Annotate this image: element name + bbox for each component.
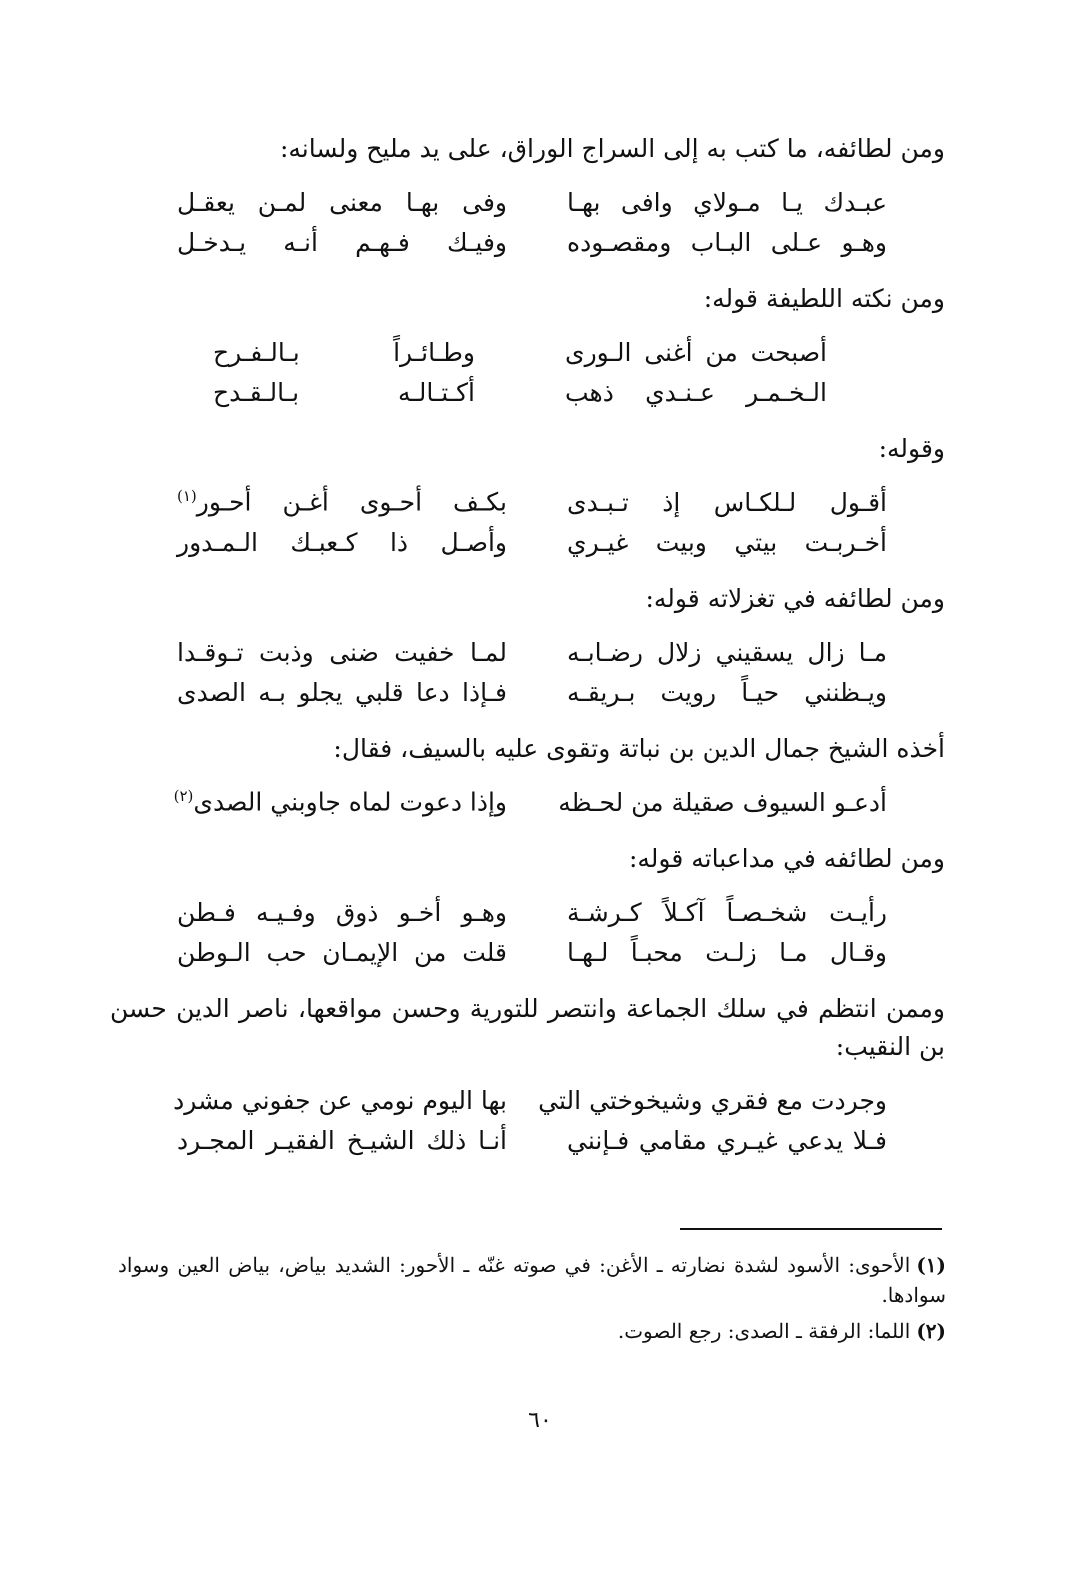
- intro-paragraph-4: ومن لطائفه في تغزلاته قوله:: [645, 584, 945, 613]
- first-hemistich: وجردت مع فقري وشيخوختي التي: [538, 1085, 887, 1115]
- first-hemistich: أقـول لـلكـاس إذ تـبـدى: [567, 487, 887, 517]
- footnote-marker-2: (٢): [173, 787, 194, 806]
- second-hemistich: وفى بهـا معنى لمـن يعقـل: [177, 187, 507, 217]
- poem-7: [110, 1080, 945, 1160]
- intro-paragraph-5: أخذه الشيخ جمال الدين بن نباتة وتقوى عليه بالسيف، فقال:: [333, 734, 945, 763]
- first-hemistich: الـخـمـر عـنـدي ذهب: [565, 377, 827, 407]
- verse: [110, 482, 945, 522]
- second-hemistich: لمـا خفيت ضنى وذبت تـوقـدا: [177, 637, 507, 667]
- intro-paragraph-3: وقوله:: [878, 434, 945, 463]
- second-hemistich: وفيـك فـهـم أنـه يـدخـل: [177, 227, 507, 257]
- verse: [110, 332, 945, 372]
- verse: [110, 372, 945, 412]
- verse: [110, 1120, 945, 1160]
- verse: [110, 782, 945, 822]
- second-hemistich: أكـتـالـه بـالـقـدح: [213, 377, 475, 407]
- intro-paragraph-1: ومن لطائفه، ما كتب به إلى السراج الوراق، على يد مليح ولسانه:: [279, 134, 945, 163]
- first-hemistich: أدعـو السيوف صقيلة من لحـظه: [558, 787, 887, 817]
- intro-paragraph-2: ومن نكته اللطيفة قوله:: [703, 284, 945, 313]
- intro-paragraph-7: وممن انتظم في سلك الجماعة وانتصر للتورية وحسن مواقعها، ناصر الدين حسن بن النقيب:: [110, 994, 945, 1061]
- second-hemistich: وطـائـراً بـالـفـرح: [213, 337, 475, 367]
- verse: [110, 932, 945, 972]
- verse: [110, 892, 945, 932]
- first-hemistich: أخـربـت بيتي وبيت غيـري: [567, 527, 887, 557]
- poem-3: [110, 482, 945, 562]
- second-hemistich: قلت من الإيمـان حب الـوطن: [177, 937, 507, 967]
- page-number: ٦٠: [528, 1408, 552, 1433]
- first-hemistich: رأيـت شخـصـاً آكـلاً كـرشـة: [567, 897, 887, 927]
- verse: [110, 672, 945, 712]
- poem-5: [110, 782, 945, 822]
- verse: [110, 222, 945, 262]
- first-hemistich: مـا زال يسقيني زلال رضـابـه: [567, 637, 887, 667]
- intro-paragraph-6: ومن لطائفه في مداعباته قوله:: [628, 844, 945, 873]
- first-hemistich: عبـدك يـا مـولاي وافى بهـا: [567, 187, 887, 217]
- verse: [110, 522, 945, 562]
- footnote-divider: [680, 1228, 942, 1230]
- verse: [110, 1080, 945, 1120]
- footnote-number: (١): [916, 1253, 946, 1277]
- second-hemistich: [177, 487, 507, 516]
- footnote-2: [118, 1316, 946, 1346]
- first-hemistich: وهـو عـلى البـاب ومقصـوده: [567, 227, 887, 257]
- second-hemistich: وأصـل ذا كـعبـك الـمـدور: [177, 527, 507, 557]
- second-hemistich: وهـو أخـو ذوق وفـيـه فـطن: [177, 897, 507, 927]
- poem-1: [110, 182, 945, 262]
- footnote-number: (٢): [916, 1319, 946, 1343]
- footnote-text: اللما: الرفقة ـ الصدى: رجع الصوت.: [617, 1319, 911, 1343]
- footnote-text: الأحوى: الأسود لشدة نضارته ـ الأغن: في صوته غنّه ـ الأحور: الشديد بياض، بياض العين وسواد سوادها.: [118, 1253, 946, 1307]
- footnotes: [118, 1250, 946, 1352]
- poem-6: [110, 892, 945, 972]
- verse: [110, 632, 945, 672]
- first-hemistich: فـلا يدعي غيـري مقامي فـإنني: [567, 1125, 887, 1155]
- footnote-marker-1: (١): [177, 487, 197, 506]
- second-hemistich: فـإذا دعا قلبي يجلو بـه الصدى: [177, 677, 507, 707]
- poem-4: [110, 632, 945, 712]
- hemistich-text: بكـف أحـوى أغـن أحـور: [196, 487, 507, 517]
- second-hemistich: [173, 787, 507, 817]
- first-hemistich: ويـظنني حيـاً رويت بـريقـه: [567, 677, 887, 707]
- verse: [110, 182, 945, 222]
- first-hemistich: أصبحت من أغنى الـورى: [565, 337, 827, 367]
- hemistich-text: وإذا دعوت لماه جاوبني الصدى: [193, 787, 507, 817]
- second-hemistich: أنـا ذلك الشيـخ الفقيـر المجـرد: [177, 1125, 507, 1155]
- poem-2: [110, 332, 945, 412]
- second-hemistich: بها اليوم نومي عن جفوني مشرد: [173, 1085, 507, 1115]
- footnote-1: [118, 1250, 946, 1310]
- page-body: [110, 130, 945, 1178]
- first-hemistich: وقـال مـا زلـت محبـاً لـهـا: [567, 937, 887, 967]
